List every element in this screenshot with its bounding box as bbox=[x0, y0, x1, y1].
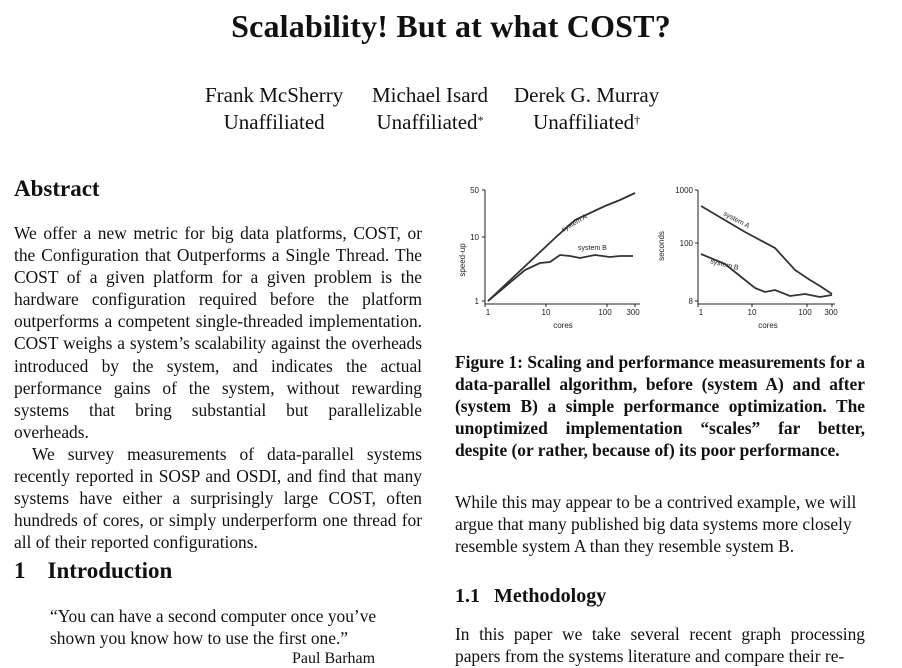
author-affiliation: Unaffiliated bbox=[533, 110, 635, 134]
epigraph-quote: “You can have a second computer once you’ve shown you know how to use the first one.” bbox=[50, 606, 377, 648]
runtime-plot bbox=[657, 186, 838, 330]
y-tick-label: 100 bbox=[679, 239, 693, 248]
section-number: 1 bbox=[14, 558, 26, 583]
series-label-system-b: system B bbox=[709, 258, 740, 272]
author-name: Derek G. Murray bbox=[514, 83, 660, 107]
section-title: Introduction bbox=[47, 558, 173, 583]
paper-title: Scalability! But at what COST? bbox=[231, 8, 671, 44]
author-1 bbox=[205, 82, 343, 136]
y-tick-label: 50 bbox=[470, 186, 479, 195]
section-title: Methodology bbox=[494, 585, 607, 607]
methodology-heading bbox=[455, 585, 620, 608]
x-tick-label: 300 bbox=[626, 308, 640, 317]
y-tick-label: 1 bbox=[474, 297, 479, 306]
author-affiliation: Unaffiliated bbox=[223, 110, 325, 134]
y-tick-label: 1000 bbox=[675, 186, 693, 195]
x-tick-label: 1 bbox=[485, 308, 491, 317]
affiliation-mark: † bbox=[634, 113, 641, 127]
x-tick-label: 10 bbox=[747, 308, 757, 317]
author-3 bbox=[514, 82, 659, 136]
epigraph-author: Paul Barham bbox=[292, 650, 376, 667]
abstract-heading: Abstract bbox=[14, 176, 100, 201]
affiliation-mark: * bbox=[477, 113, 484, 127]
figure-1-plots bbox=[455, 180, 865, 340]
abstract-body bbox=[14, 222, 422, 553]
y-axis-label: seconds bbox=[657, 231, 666, 261]
section-number: 1.1 bbox=[455, 585, 480, 607]
series-line-system-a bbox=[701, 206, 832, 294]
x-tick-label: 100 bbox=[798, 308, 812, 317]
author-name: Michael Isard bbox=[372, 83, 489, 107]
series-label-system-a: system A bbox=[560, 213, 589, 234]
x-axis-label: cores bbox=[553, 321, 573, 330]
series-line-system-b bbox=[488, 255, 633, 301]
series-label-system-a: system A bbox=[722, 210, 751, 231]
methodology-text: In this paper we take several recent graph processing papers from the systems literature and compare their re- bbox=[455, 624, 865, 667]
y-tick-label: 10 bbox=[470, 233, 479, 242]
author-affiliation: Unaffiliated bbox=[376, 110, 478, 134]
series-label-system-b: system B bbox=[578, 245, 607, 252]
body-paragraph: While this may appear to be a contrived example, we will argue that many published big data systems more closely resemble system A than they resemble system B. bbox=[455, 492, 857, 557]
y-axis-label: speed-up bbox=[458, 243, 467, 277]
abstract-paragraph: We survey measurements of data-parallel systems recently reported in SOSP and OSDI, and find that many systems have either a surprisingly large COST, often hundreds of cores, or simply underperform one thread for all of their reported configurations. bbox=[14, 443, 422, 553]
figure-caption: Figure 1: Scaling and performance measurements for a data-parallel algorithm, before (system A) and after (system B) a simple performance optimization. The unoptimized implementation “scales” far better, despite (or rather, because of) its poor performance. bbox=[455, 352, 865, 461]
author-name: Frank McSherry bbox=[205, 83, 344, 107]
y-tick-label: 8 bbox=[688, 297, 693, 306]
author-2 bbox=[372, 82, 488, 136]
x-tick-label: 1 bbox=[698, 308, 704, 317]
speedup-plot bbox=[458, 186, 640, 330]
x-tick-label: 100 bbox=[598, 308, 612, 317]
introduction-heading bbox=[14, 558, 194, 584]
series-line-system-a bbox=[488, 193, 635, 301]
x-tick-label: 300 bbox=[824, 308, 838, 317]
abstract-paragraph: We offer a new metric for big data platforms, COST, or the Configuration that Outperforms a Single Thread. The COST of a given platform for a given problem is the hardware configuration required before the platform outperforms a competent single-threaded implementation. COST weighs a system’s scalability against the overheads introduced by the system, and indicates the actual performance gains of the system, without rewarding systems that bring substantial but parallelizable overheads. bbox=[14, 223, 422, 442]
x-axis-label: cores bbox=[758, 321, 778, 330]
x-tick-label: 10 bbox=[541, 308, 551, 317]
